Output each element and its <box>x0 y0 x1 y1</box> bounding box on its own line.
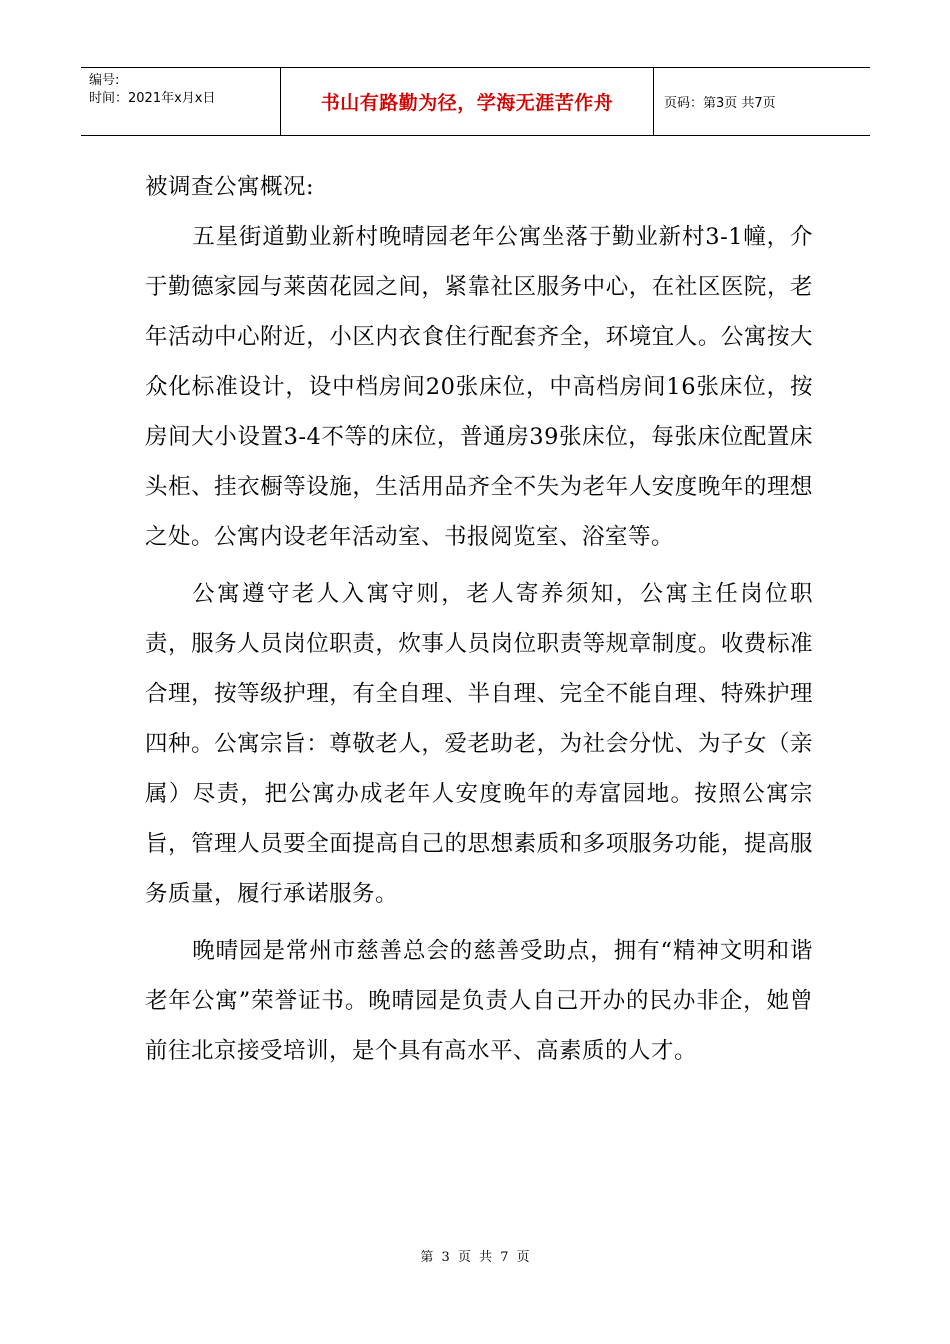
paragraph-honors: 晚晴园是常州市慈善总会的慈善受助点，拥有“精神文明和谐老年公寓”荣誉证书。晚晴园是负责人自己开办的民办非企，她曾前往北京接受培训，是个具有高水平、高素质的人才。 <box>145 938 813 1064</box>
header-meta <box>81 68 281 135</box>
section-heading: 被调查公寓概况: <box>145 174 315 200</box>
page-footer: 第 3 页 共 7 页 <box>420 1250 530 1265</box>
document-body <box>145 162 813 1076</box>
page-header <box>81 67 870 136</box>
document-number-label: 编号: <box>89 73 120 88</box>
header-page-info: 页码：第3页 共7页 <box>664 96 776 111</box>
paragraph-rules-and-mission: 公寓遵守老人入寓守则，老人寄养须知，公寓主任岗位职责，服务人员岗位职责，炊事人员岗位职责等规章制度。收费标准合理，按等级护理，有全自理、半自理、完全不能自理、特殊护理四种。公寓宗旨：尊敬老人，爱老助老，为社会分忧、为子女（亲属）尽责，把公寓办成老年人安度晚年的寿富园地。按照公寓宗旨，管理人员要全面提高自己的思想素质和多项服务功能，提高服务质量，履行承诺服务。 <box>145 581 813 907</box>
paragraph-facility-overview: 五星街道勤业新村晚晴园老年公寓坐落于勤业新村3-1幢，介于勤德家园与莱茵花园之间，紧靠社区服务中心，在社区医院，老年活动中心附近，小区内衣食住行配套齐全，环境宜人。公寓按大众化标准设计，设中档房间20张床位，中高档房间16张床位，按房间大小设置3-4不等的床位，普通房39张床位，每张床位配置床头柜、挂衣橱等设施，生活用品齐全不失为老年人安度晚年的理想之处。公寓内设老年活动室、书报阅览室、浴室等。 <box>145 224 813 550</box>
header-motto: 书山有路勤为径，学海无涯苦作舟 <box>281 68 654 135</box>
document-date: 时间：2021年x月x日 <box>89 91 216 106</box>
